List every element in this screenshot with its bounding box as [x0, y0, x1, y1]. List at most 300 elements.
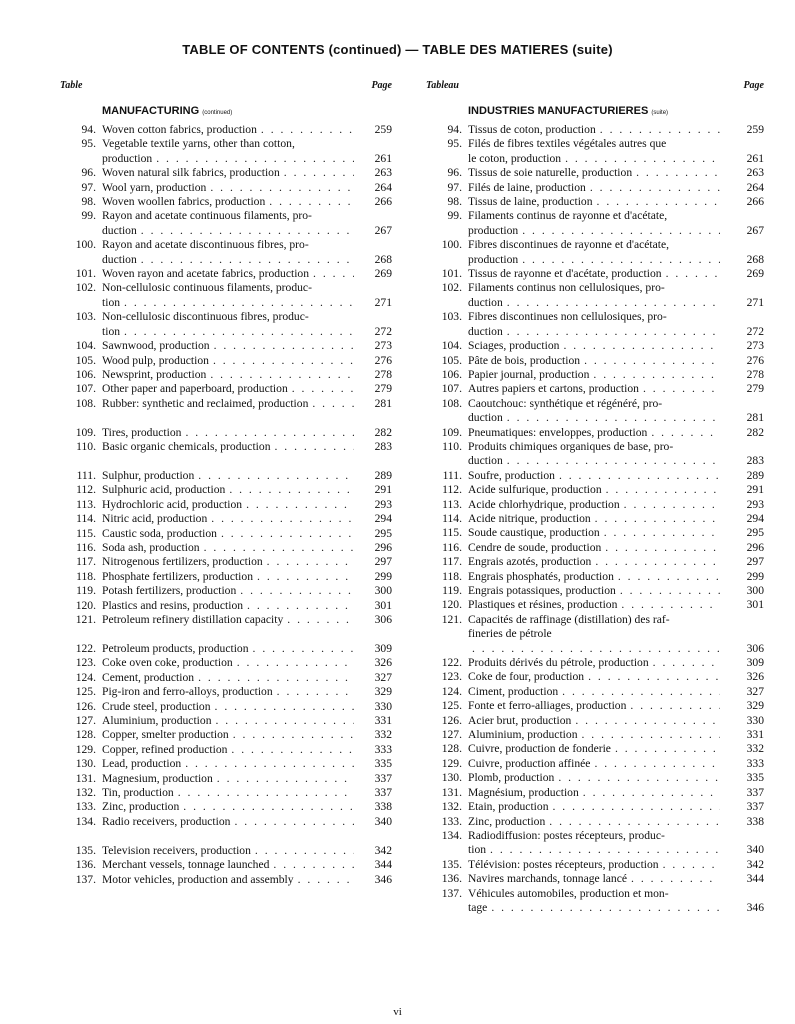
entry-title-text: duction	[468, 295, 503, 309]
entry-title-line: Rayon and acetate discontinuous fibres, pro-	[102, 238, 309, 252]
entry-title-text: duction	[468, 324, 503, 338]
entry-title-text: Zinc, production	[102, 800, 180, 814]
dot-leader	[580, 354, 720, 368]
dot-leader	[596, 123, 720, 137]
table-number: 137.	[75, 872, 96, 886]
entry-page-number	[354, 368, 392, 382]
entry-title-last-line	[102, 397, 354, 411]
entry-page-number	[354, 613, 392, 627]
toc-entry	[60, 714, 392, 728]
entry-title-line: Filaments continus de rayonne et d'acétate,	[468, 209, 668, 223]
entry-title-last-line	[102, 772, 354, 786]
table-number: 122.	[75, 641, 96, 655]
toc-entry	[426, 685, 764, 699]
entry-page-number	[354, 397, 392, 411]
entry-title-last-line	[102, 483, 354, 497]
entry-title-last-line	[468, 555, 720, 569]
entry-page-number	[354, 469, 392, 483]
toc-entry	[426, 137, 764, 166]
dot-leader	[626, 699, 720, 713]
dot-leader	[503, 296, 720, 310]
dot-leader	[294, 873, 354, 887]
entry-page-number	[354, 555, 392, 569]
toc-entry	[60, 599, 392, 613]
entry-title-text: Plastiques et résines, production	[468, 598, 618, 612]
page-value: 330	[374, 699, 392, 713]
entry-title	[102, 238, 354, 267]
entry-title	[468, 382, 720, 396]
entry-title-last-line	[468, 411, 720, 425]
entry-title-text: Rubber: synthetic and reclaimed, production	[102, 396, 309, 410]
table-number: 133.	[441, 814, 462, 828]
entry-page-number	[720, 555, 764, 569]
toc-entry	[60, 339, 392, 353]
toc-entry	[426, 598, 764, 612]
dot-leader	[253, 570, 354, 584]
entry-title-last-line	[468, 454, 720, 468]
table-number: 101.	[441, 267, 462, 281]
toc-entry	[426, 584, 764, 598]
section-title: MANUFACTURING	[102, 105, 200, 117]
entry-title-text: production	[468, 252, 519, 266]
entry-title	[468, 541, 720, 555]
entry-page-number	[720, 397, 764, 426]
page-value: 293	[374, 497, 392, 511]
entry-title	[468, 858, 720, 872]
dot-leader	[571, 714, 720, 728]
table-number: 127.	[75, 713, 96, 727]
page-value: 268	[374, 252, 392, 266]
entry-title	[102, 772, 354, 786]
entry-page-number	[720, 872, 764, 886]
entry-title-last-line	[468, 685, 720, 699]
page-value: 261	[374, 151, 392, 165]
page-value: 291	[746, 483, 764, 497]
entry-title-text: Sulphur, production	[102, 468, 195, 482]
entry-title-text: Zinc, production	[468, 814, 546, 828]
section-heading	[426, 105, 764, 119]
dot-leader	[211, 700, 354, 714]
entry-title-line: Fibres discontinues non cellulosiques, pro-	[468, 310, 667, 324]
entry-title-last-line	[102, 426, 354, 440]
dot-leader	[288, 382, 354, 396]
entry-title	[468, 354, 720, 368]
entry-title-text: Magnesium, production	[102, 771, 213, 785]
toc-entry	[426, 483, 764, 497]
dot-leader	[229, 728, 354, 742]
table-number: 97.	[81, 180, 96, 194]
entry-page-number	[720, 786, 764, 800]
toc-entry	[60, 671, 392, 685]
entry-title	[468, 670, 720, 684]
page-value: 259	[746, 123, 764, 136]
table-number: 95.	[447, 137, 462, 151]
page-value: 299	[746, 569, 764, 583]
table-number: 111.	[76, 468, 96, 482]
table-number: 98.	[447, 195, 462, 209]
entry-page-number	[720, 238, 764, 267]
entry-title-line: Véhicules automobiles, production et mon-	[468, 886, 669, 900]
entry-title-line: Non-cellulosic discontinuous fibres, produc-	[102, 310, 309, 324]
entry-title	[102, 599, 354, 613]
page-value: 331	[374, 713, 392, 727]
toc-entry	[426, 469, 764, 483]
dot-leader	[468, 642, 720, 656]
entry-title-last-line	[468, 152, 720, 166]
table-number: 96.	[81, 166, 96, 180]
page-value: 300	[374, 584, 392, 598]
toc-entry	[426, 181, 764, 195]
entry-title-text: Ciment, production	[468, 684, 559, 698]
table-number: 121.	[75, 613, 96, 626]
page-value: 266	[746, 195, 764, 209]
table-number: 119.	[442, 584, 462, 597]
entry-title-last-line	[102, 873, 354, 887]
page-column-label: Page	[371, 80, 392, 91]
table-number: 136.	[75, 858, 96, 872]
entry-page-number	[720, 368, 764, 382]
page-value: 327	[746, 684, 764, 698]
entry-title-text: Nitrogenous fertilizers, production	[102, 555, 263, 569]
table-number: 115.	[76, 526, 96, 540]
entry-title-last-line	[468, 325, 720, 339]
entry-title-text: tion	[102, 324, 121, 338]
dot-leader	[561, 152, 720, 166]
toc-list-english	[60, 123, 392, 887]
table-number: 125.	[441, 699, 462, 713]
dot-leader	[518, 253, 720, 267]
entry-title-text: Basic organic chemicals, production	[102, 440, 271, 454]
page-value: 296	[374, 540, 392, 554]
entry-page-number	[720, 670, 764, 684]
toc-entry	[426, 526, 764, 540]
entry-title	[468, 771, 720, 785]
entry-title	[468, 123, 720, 137]
dot-leader	[579, 786, 720, 800]
entry-title-last-line	[102, 656, 354, 670]
table-number: 135.	[75, 843, 96, 857]
entry-title-text: Cuivre, production de fonderie	[468, 742, 611, 756]
dot-leader	[120, 296, 354, 310]
entry-title-last-line	[102, 195, 354, 209]
entry-title-text: tage	[468, 900, 488, 914]
entry-page-number	[354, 339, 392, 353]
page-value: 264	[746, 180, 764, 194]
entry-title-text: Plastics and resins, production	[102, 598, 244, 612]
dot-leader	[194, 469, 354, 483]
entry-page-number	[354, 209, 392, 238]
entry-title-text: Tissus de rayonne et d'acétate, production	[468, 267, 662, 281]
dot-leader	[614, 570, 720, 584]
toc-entry	[60, 815, 392, 829]
toc-entry	[426, 656, 764, 670]
dot-leader	[503, 411, 720, 425]
entry-title-text: Other paper and paperboard, production	[102, 382, 288, 396]
dot-leader	[590, 757, 720, 771]
page-value: 340	[746, 843, 764, 857]
table-number: 117.	[442, 555, 462, 569]
table-number: 134.	[441, 828, 462, 842]
dot-leader	[225, 483, 354, 497]
entry-title-text: Engrais phosphatés, production	[468, 569, 614, 583]
table-number: 129.	[75, 742, 96, 756]
table-number: 130.	[75, 757, 96, 771]
entry-title	[468, 786, 720, 800]
toc-entry	[60, 700, 392, 714]
page-value: 329	[746, 699, 764, 713]
entry-title-text: Newsprint, production	[102, 367, 207, 381]
page-value: 263	[374, 166, 392, 180]
dot-leader	[308, 397, 354, 411]
entry-title-text: Aluminium, production	[102, 713, 212, 727]
entry-title-last-line	[468, 742, 720, 756]
entry-title-last-line	[102, 368, 354, 382]
entry-page-number	[354, 426, 392, 440]
entry-title-text: Coke de four, production	[468, 670, 585, 684]
dot-leader	[617, 598, 720, 612]
table-number: 108.	[75, 396, 96, 410]
entry-page-number	[354, 800, 392, 814]
dot-leader	[593, 195, 720, 209]
entry-page-number	[720, 123, 764, 137]
page-value: 344	[746, 872, 764, 886]
entry-title-last-line	[468, 483, 720, 497]
table-number: 137.	[441, 886, 462, 900]
dot-leader	[227, 743, 354, 757]
toc-entry	[60, 728, 392, 742]
entry-title-text: Tissus de laine, production	[468, 195, 593, 209]
entry-title-text: duction	[468, 411, 503, 425]
dot-leader	[181, 426, 354, 440]
page-value: 296	[746, 540, 764, 554]
entry-title-text: Engrais azotés, production	[468, 555, 592, 569]
entry-title-last-line	[102, 786, 354, 800]
page-value: 332	[374, 728, 392, 742]
entry-title-last-line	[102, 570, 354, 584]
entry-title	[468, 570, 720, 584]
entry-title	[102, 743, 354, 757]
toc-entry	[426, 310, 764, 339]
toc-entry	[426, 699, 764, 713]
entry-title-text: le coton, production	[468, 151, 562, 165]
dot-leader	[662, 267, 720, 281]
entry-page-number	[720, 728, 764, 742]
page-value: 282	[746, 425, 764, 439]
page-value: 279	[374, 382, 392, 396]
entry-page-number	[354, 195, 392, 209]
dot-leader	[503, 454, 720, 468]
table-number: 124.	[441, 684, 462, 698]
entry-title-text: Soude caustique, production	[468, 526, 600, 540]
entry-title-last-line	[102, 527, 354, 541]
entry-title-last-line	[102, 599, 354, 613]
dot-leader	[271, 440, 355, 454]
page-value: 306	[374, 613, 392, 626]
toc-entry	[426, 339, 764, 353]
dot-leader	[206, 181, 354, 195]
entry-title-last-line	[102, 382, 354, 396]
dot-leader	[659, 858, 720, 872]
table-number: 125.	[75, 685, 96, 699]
table-number: 119.	[76, 584, 96, 598]
column-header	[60, 80, 392, 94]
toc-entry	[60, 786, 392, 800]
table-number: 128.	[75, 728, 96, 742]
page-value: 295	[374, 526, 392, 540]
entry-title	[468, 685, 720, 699]
toc-entry	[60, 685, 392, 699]
table-number: 109.	[441, 425, 462, 439]
entry-title-last-line	[102, 339, 354, 353]
toc-entry	[60, 137, 392, 166]
entry-title-last-line	[102, 671, 354, 685]
entry-page-number	[720, 483, 764, 497]
entry-title-text: Pneumatiques: enveloppes, production	[468, 425, 648, 439]
toc-entry	[426, 887, 764, 916]
entry-title-text: Sawnwood, production	[102, 339, 210, 353]
toc-entry	[426, 858, 764, 872]
entry-title-last-line	[102, 685, 354, 699]
dot-leader	[589, 368, 720, 382]
dot-leader	[555, 469, 720, 483]
toc-entry	[60, 570, 392, 584]
toc-entry	[60, 527, 392, 541]
table-number: 120.	[75, 598, 96, 612]
entry-title	[102, 281, 354, 310]
entry-title	[468, 397, 720, 426]
toc-entry	[60, 772, 392, 786]
page-value: 269	[746, 267, 764, 281]
entry-title-line: Vegetable textile yarns, other than cotton,	[102, 137, 295, 151]
english-column	[60, 80, 392, 887]
dot-leader	[584, 670, 720, 684]
entry-title	[102, 786, 354, 800]
entry-title	[102, 469, 354, 483]
dot-leader	[242, 498, 354, 512]
entry-title	[468, 699, 720, 713]
toc-entry	[60, 584, 392, 598]
entry-title-text: Woven woollen fabrics, production	[102, 195, 266, 209]
entry-title	[468, 166, 720, 180]
entry-page-number	[354, 483, 392, 497]
entry-title-last-line	[468, 656, 720, 670]
entry-title-text: Lead, production	[102, 757, 182, 771]
table-number: 123.	[75, 656, 96, 670]
dot-leader	[280, 166, 354, 180]
page-column-label: Page	[743, 80, 764, 91]
toc-entry	[426, 354, 764, 368]
table-number: 131.	[441, 785, 462, 799]
entry-title	[102, 123, 354, 137]
page-value: 276	[746, 353, 764, 367]
entry-title-text: Crude steel, production	[102, 699, 211, 713]
entry-title-last-line	[102, 541, 354, 555]
dot-leader	[120, 325, 354, 339]
dot-leader	[486, 843, 720, 857]
dot-leader	[206, 368, 354, 382]
toc-entry	[426, 742, 764, 756]
entry-page-number	[720, 656, 764, 670]
table-number: 100.	[441, 238, 462, 252]
entry-title-line: Filés de fibres textiles végétales autres que	[468, 137, 667, 151]
toc-entry	[426, 728, 764, 742]
entry-title	[102, 858, 354, 872]
dot-leader	[283, 613, 354, 627]
entry-title-last-line	[468, 800, 720, 814]
entry-title-last-line	[468, 526, 720, 540]
entry-title-text: tion	[102, 295, 121, 309]
entry-title	[102, 555, 354, 569]
table-number: 132.	[441, 800, 462, 814]
toc-entry	[60, 844, 392, 858]
entry-title	[468, 512, 720, 526]
page-value: 273	[746, 339, 764, 353]
entry-title	[468, 469, 720, 483]
entry-title-text: Fonte et ferro-alliages, production	[468, 699, 627, 713]
page-value: 267	[374, 223, 392, 237]
toc-entry	[60, 800, 392, 814]
page-value: 279	[746, 382, 764, 396]
page-value: 268	[746, 252, 764, 266]
dot-leader	[210, 339, 354, 353]
entry-title-last-line	[468, 382, 720, 396]
entry-title-last-line	[102, 152, 354, 166]
toc-entry	[426, 872, 764, 886]
entry-title-last-line	[102, 224, 354, 238]
toc-entry	[426, 238, 764, 267]
toc-entry	[60, 642, 392, 656]
dot-leader	[601, 541, 720, 555]
entry-title	[102, 642, 354, 656]
entry-title-text: Sciages, production	[468, 339, 560, 353]
entry-title	[102, 757, 354, 771]
entry-title-text: Pig-iron and ferro-alloys, production	[102, 685, 273, 699]
table-number: 98.	[81, 195, 96, 209]
entry-title-text: Wood pulp, production	[102, 353, 209, 367]
entry-title-text: tion	[468, 843, 487, 857]
entry-title-last-line	[102, 469, 354, 483]
entry-title	[468, 368, 720, 382]
entry-title	[468, 598, 720, 612]
page-value: 264	[374, 180, 392, 194]
toc-entry	[60, 426, 392, 440]
toc-entry	[426, 498, 764, 512]
toc-entry	[60, 354, 392, 368]
entry-page-number	[720, 829, 764, 858]
entry-title-text: Petroleum refinery distillation capacity	[102, 613, 284, 626]
entry-page-number	[354, 310, 392, 339]
page-value: 301	[746, 598, 764, 612]
entry-title	[468, 526, 720, 540]
dot-leader	[600, 526, 720, 540]
dot-leader	[213, 772, 354, 786]
page-value: 281	[746, 411, 764, 425]
table-number: 116.	[76, 540, 96, 554]
table-number: 118.	[76, 569, 96, 583]
toc-entry	[60, 858, 392, 872]
entry-page-number	[720, 541, 764, 555]
entry-title-text: Filés de laine, production	[468, 180, 586, 194]
toc-entry	[426, 613, 764, 656]
page-value: 272	[374, 324, 392, 338]
page-value: 299	[374, 569, 392, 583]
toc-entry	[60, 757, 392, 771]
entry-page-number	[720, 887, 764, 916]
table-number: 112.	[76, 483, 96, 497]
dot-leader	[152, 152, 354, 166]
entry-title	[102, 209, 354, 238]
entry-title	[102, 800, 354, 814]
